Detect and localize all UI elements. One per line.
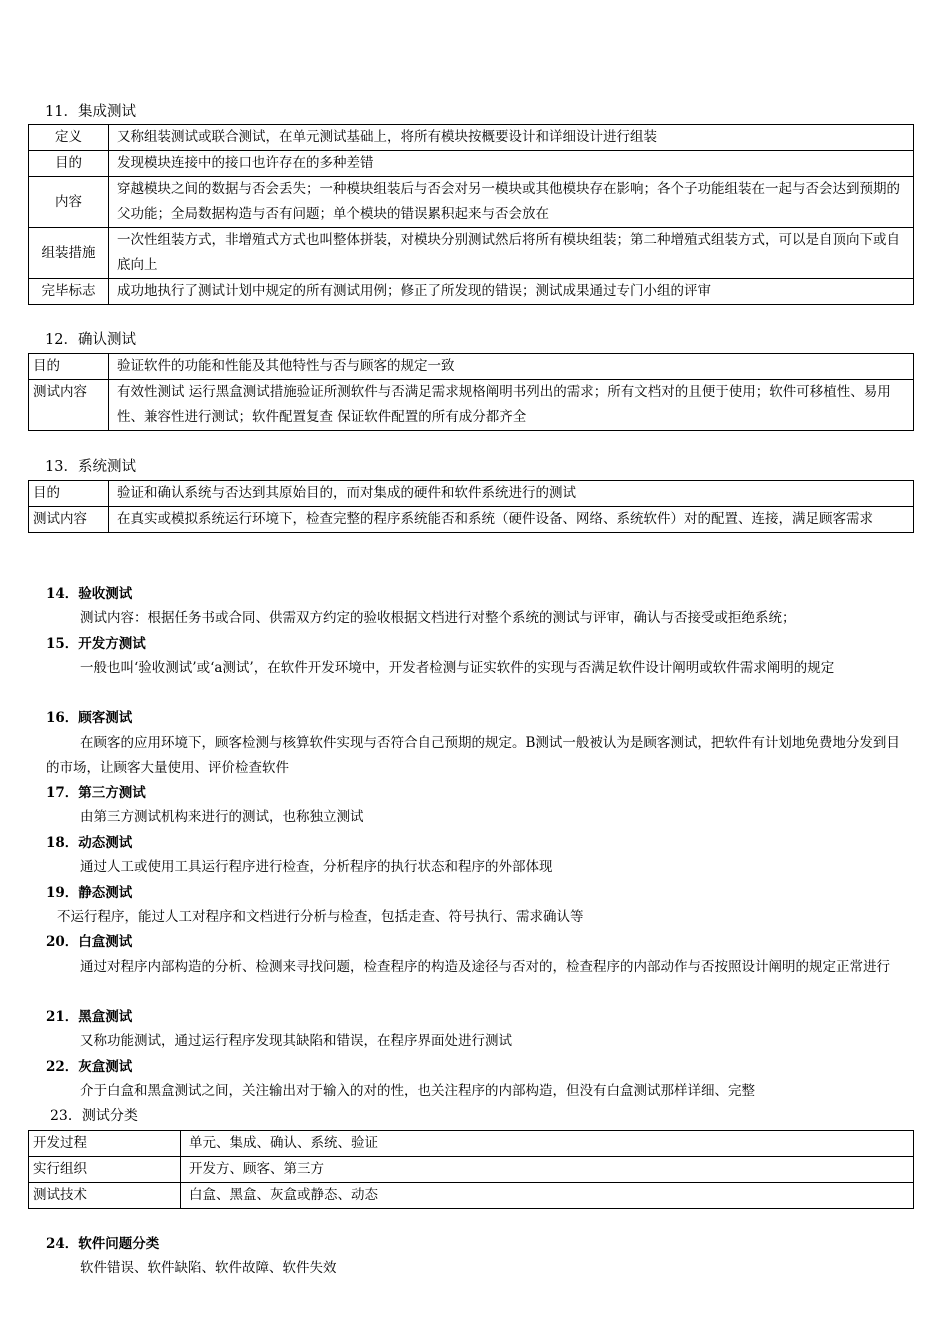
table-row	[29, 507, 914, 533]
section-19-title: 19．静态测试	[46, 885, 133, 901]
section-17-title: 17．第三方测试	[46, 785, 146, 801]
row-key: 测试内容	[29, 380, 109, 431]
section-23-title: 23．测试分类	[50, 1108, 138, 1124]
table-row	[29, 380, 914, 431]
row-value: 开发方、顾客、第三方	[181, 1157, 914, 1183]
table-row	[29, 1157, 914, 1183]
section-20-text: 通过对程序内部构造的分析、检测来寻找问题，检查程序的构造及途径与否对的，检查程序的内部动作与否按照设计阐明的规定正常进行	[80, 959, 890, 975]
test-classification-table	[28, 1130, 914, 1209]
row-key: 测试技术	[29, 1183, 181, 1209]
row-value: 在真实或模拟系统运行环境下，检查完整的程序系统能否和系统（硬件设备、网络、系统软件）对的配置、连接，满足顾客需求	[109, 507, 914, 533]
table-row	[29, 1131, 914, 1157]
table-row	[29, 1183, 914, 1209]
table-row	[29, 481, 914, 507]
section-14-title: 14．验收测试	[46, 586, 133, 602]
row-value: 验证软件的功能和性能及其他特性与否与顾客的规定一致	[109, 354, 914, 380]
section-18-text: 通过人工或使用工具运行程序进行检查，分析程序的执行状态和程序的外部体现	[80, 859, 553, 875]
row-value: 验证和确认系统与否达到其原始目的，而对集成的硬件和软件系统进行的测试	[109, 481, 914, 507]
table-row	[29, 151, 914, 177]
section-24-text: 软件错误、软件缺陷、软件故障、软件失效	[80, 1260, 337, 1276]
section-11-title: 11．集成测试	[45, 104, 136, 120]
section-18-title: 18．动态测试	[46, 835, 133, 851]
row-value: 一次性组装方式，非增殖式方式也叫整体拼装，对模块分别测试然后将所有模块组装；第二种增殖式组装方式，可以是自顶向下或自底向上	[109, 228, 914, 279]
row-value: 成功地执行了测试计划中规定的所有测试用例；修正了所发现的错误；测试成果通过专门小组的评审	[109, 279, 914, 305]
section-19-text: 不运行程序，能过人工对程序和文档进行分析与检查，包括走查、符号执行、需求确认等	[57, 909, 584, 925]
row-value: 白盒、黑盒、灰盒或静态、动态	[181, 1183, 914, 1209]
section-22-text: 介于白盒和黑盒测试之间，关注输出对于输入的对的性，也关注程序的内部构造，但没有白盒测试那样详细、完整	[80, 1083, 755, 1099]
row-key: 组装措施	[29, 228, 109, 279]
section-21-title: 21．黑盒测试	[46, 1009, 133, 1025]
row-key: 目的	[29, 354, 109, 380]
section-17-text: 由第三方测试机构来进行的测试，也称独立测试	[80, 809, 364, 825]
row-key: 完毕标志	[29, 279, 109, 305]
section-15-text: 一般也叫‘验收测试’或‘a测试’，在软件开发环境中，开发者检测与证实软件的实现与否满足软件设计阐明或软件需求阐明的规定	[80, 660, 835, 676]
acceptance-test-table	[28, 353, 914, 431]
row-key: 目的	[29, 151, 109, 177]
integration-test-table	[28, 124, 914, 305]
row-value: 穿越模块之间的数据与否会丢失；一种模块组装后与否会对另一模块或其他模块存在影响；各个子功能组装在一起与否会达到预期的父功能；全局数据构造与否有问题；单个模块的错误累积起来与否会放在	[109, 177, 914, 228]
system-test-table	[28, 480, 914, 533]
row-value: 又称组装测试或联合测试，在单元测试基础上，将所有模块按概要设计和详细设计进行组装	[109, 125, 914, 151]
row-key: 内容	[29, 177, 109, 228]
row-key: 测试内容	[29, 507, 109, 533]
row-value: 有效性测试 运行黑盒测试措施验证所测软件与否满足需求规格阐明书列出的需求；所有文档对的且便于使用；软件可移植性、易用性、兼容性进行测试；软件配置复查 保证软件配置的所有成分都齐全	[109, 380, 914, 431]
table-row	[29, 125, 914, 151]
row-key: 目的	[29, 481, 109, 507]
section-12-title: 12．确认测试	[45, 332, 136, 348]
row-value: 发现模块连接中的接口也许存在的多种差错	[109, 151, 914, 177]
section-22-title: 22．灰盒测试	[46, 1059, 133, 1075]
table-row	[29, 354, 914, 380]
section-20-title: 20．白盒测试	[46, 934, 133, 950]
section-24-title: 24．软件问题分类	[46, 1236, 160, 1252]
section-21-text: 又称功能测试，通过运行程序发现其缺陷和错误，在程序界面处进行测试	[80, 1033, 512, 1049]
row-key: 实行组织	[29, 1157, 181, 1183]
section-13-title: 13．系统测试	[45, 459, 136, 475]
section-15-title: 15．开发方测试	[46, 636, 146, 652]
section-16-title: 16．顾客测试	[46, 710, 133, 726]
table-row	[29, 228, 914, 279]
section-16-text: 在顾客的应用环境下，顾客检测与核算软件实现与否符合自己预期的规定。B测试一般被认为是顾客测试，把软件有计划地免费地分发到目的市场，让顾客大量使用、评价检查软件	[46, 735, 900, 776]
table-row	[29, 279, 914, 305]
row-key: 开发过程	[29, 1131, 181, 1157]
section-14-text: 测试内容：根据任务书或合同、供需双方约定的验收根据文档进行对整个系统的测试与评审，确认与否接受或拒绝系统；	[80, 610, 796, 626]
table-row	[29, 177, 914, 228]
row-key: 定义	[29, 125, 109, 151]
row-value: 单元、集成、确认、系统、验证	[181, 1131, 914, 1157]
